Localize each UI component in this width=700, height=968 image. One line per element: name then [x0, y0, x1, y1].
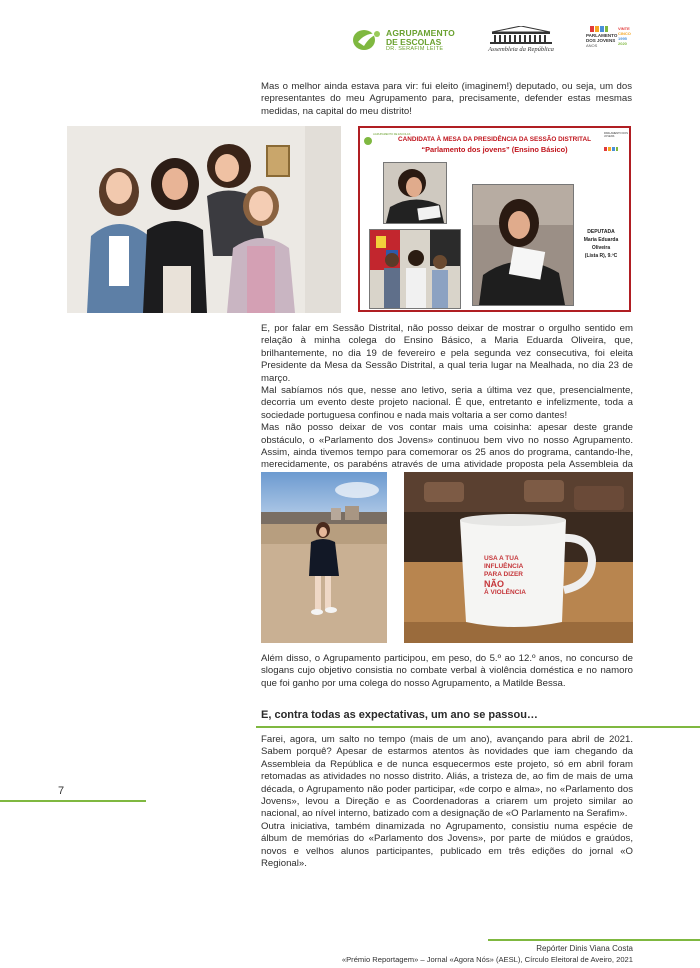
- youth-logo-years-1: VINTE: [618, 26, 630, 31]
- poster-mini-logo-left-text: AGRUPAMENTO DE ESCOLAS: [373, 133, 411, 136]
- paragraph-2-part-1: E, por falar em Sessão Distrital, não posso deixar de mostrar o orgulho sentido em relação à minha colega do Ensino Básico, a Maria Eduarda Oliveira, que, brilhantemente, no dia 19 de fevereiro e pela segunda vez consecutiva, foi eleita Presidente da Mesa da Sessão Distrital, a qual teria lugar na Mealhada, no dia 23 de março.: [261, 323, 633, 384]
- candidate-poster: [358, 126, 631, 312]
- school-logo: [352, 26, 462, 54]
- poster-photo-speech: [472, 184, 574, 306]
- poster-title-line2: “Parlamento dos jovens” (Ensino Básico): [421, 145, 568, 154]
- parliament-building-icon: [484, 26, 558, 44]
- page-number-divider: [0, 800, 146, 802]
- paragraph-4-part-2: Outra iniciativa, também dinamizada no Agrupamento, consistiu numa espécie de álbum de memórias do «Parlamento dos Jovens», por parte de miúdos e graúdos, novos e velhos alunos participantes, publicado em três edições do jornal «O Regional».: [261, 820, 633, 870]
- poster-title-line1: CANDIDATA À MESA DA PRESIDÊNCIA DA SESSÃO DISTRITAL: [397, 136, 592, 143]
- beach-photo: [261, 472, 387, 643]
- youth-parliament-logo: [586, 26, 632, 54]
- page-number: 7: [58, 785, 65, 797]
- mug-slogan-line3: PARA DIZER: [484, 571, 523, 578]
- mug-slogan-line2: INFLUÊNCIA: [484, 563, 524, 570]
- youth-logo-years-3: 1995: [618, 36, 627, 41]
- youth-logo-line1: PARLAMENTO: [586, 33, 618, 38]
- paragraph-2-part-3: Mas não posso deixar de vos contar mais uma coisinha: apesar deste grande obstáculo, o «Parlamento dos Jovens» continuou bem vivo no nosso Agrupamento. Assim, ainda tivemos tempo para comemorar os 25 anos do programa, cantando-lhe, merecidamente, os parabéns através de uma atividade proposta pela Assembleia da: [261, 422, 633, 471]
- beach-photo-illustration: [261, 472, 387, 643]
- group-photo-illustration: [67, 126, 341, 313]
- poster-caption-title: DEPUTADA: [587, 229, 615, 235]
- youth-parliament-icon: [590, 26, 608, 32]
- assembly-logo: [480, 26, 562, 56]
- mug-slogan-line4: NÃO: [484, 579, 504, 589]
- school-logo-line1: AGRUPAMENTO: [386, 28, 455, 38]
- school-logo-line3: DR. SERAFIM LEITE: [386, 46, 444, 52]
- youth-logo-years-2: CINCO: [618, 31, 631, 36]
- mug-photo: [404, 472, 633, 643]
- youth-logo-line3: ANOS: [586, 43, 598, 48]
- footer-author: Repórter Dinis Viana Costa: [536, 944, 633, 953]
- youth-logo-years-4: 2020: [618, 41, 627, 46]
- poster-mini-logo-right-text: PARLAMENTO DOS JOVENS: [604, 132, 628, 139]
- group-photo: [67, 126, 341, 313]
- poster-photo-writing-illustration: [384, 163, 446, 223]
- paragraph-4-part-1: Farei, agora, um salto no tempo (mais de um ano), avançando para abril de 2021. Sabem porquê? Apesar de estarmos atentos às novidades que iam chegando da Assembleia da República e de nunca esquecermos este projeto, só em abril foram retomadas as atividades no nosso distrito. Aliás, a tristeza de, ao fim de mais de uma década, o Agrupamento não poder participar, «de corpo e alma», no «Parlamento dos Jovens», levou a Direção e as Coordenadoras a criarem um projeto similar ao nacional, ao nível interno, batizado com a designação de «O Parlamento na Serafim».: [261, 734, 633, 820]
- poster-caption: [572, 228, 630, 260]
- poster-caption-list: (Lista R), 9.ºC: [584, 253, 618, 259]
- poster-photo-speech-illustration: [473, 185, 573, 305]
- paragraph-4: [261, 734, 633, 870]
- paragraph-2-part-2: Mal sabíamos nós que, nesse ano letivo, seria a última vez que, presencialmente, decorria um evento deste projeto nacional. É que, entretanto e infelizmente, toda a sociedade portuguesa confinou e nada mais voltaria a ser como dantes!: [261, 385, 633, 421]
- paragraph-2: [261, 323, 633, 484]
- assembly-logo-text: Assembleia da República: [488, 46, 554, 53]
- footer-divider: [488, 939, 700, 941]
- poster-caption-name1: Maria Eduarda: [583, 237, 619, 243]
- section-divider: [256, 726, 700, 728]
- intro-paragraph: Mas o melhor ainda estava para vir: fui eleito (imaginem!) deputado, ou seja, um dos representantes do meu Agrupamento para, precisamente, defender estas mesmas medidas, na capital do meu distrito!: [261, 81, 632, 117]
- paragraph-3: Além disso, o Agrupamento participou, em peso, do 5.º ao 12.º anos, no concurso de slogans cujo objetivo consistia no combate verbal à violência doméstica e no namoro que foi ganho por uma colega do nosso Agrupamento, a Matilde Bessa.: [261, 653, 633, 689]
- footer-credit: «Prémio Reportagem» – Jornal «Agora Nós» (AESL), Círculo Eleitoral de Aveiro, 2021: [341, 955, 633, 964]
- poster-photo-group: [369, 229, 461, 309]
- mug-slogan: [484, 555, 544, 597]
- section-heading: E, contra todas as expectativas, um ano se passou…: [261, 709, 538, 721]
- youth-logo-line2: DOS JOVENS: [586, 38, 616, 43]
- poster-photo-group-illustration: [370, 230, 460, 308]
- mug-slogan-line1: USA A TUA: [484, 555, 519, 562]
- school-logo-line2: DE ESCOLAS: [386, 37, 442, 47]
- poster-photo-writing: [383, 162, 447, 224]
- poster-caption-name2: Oliveira: [591, 245, 611, 251]
- mug-slogan-line5: À VIOLÊNCIA: [484, 589, 526, 596]
- school-logo-icon: [352, 28, 384, 52]
